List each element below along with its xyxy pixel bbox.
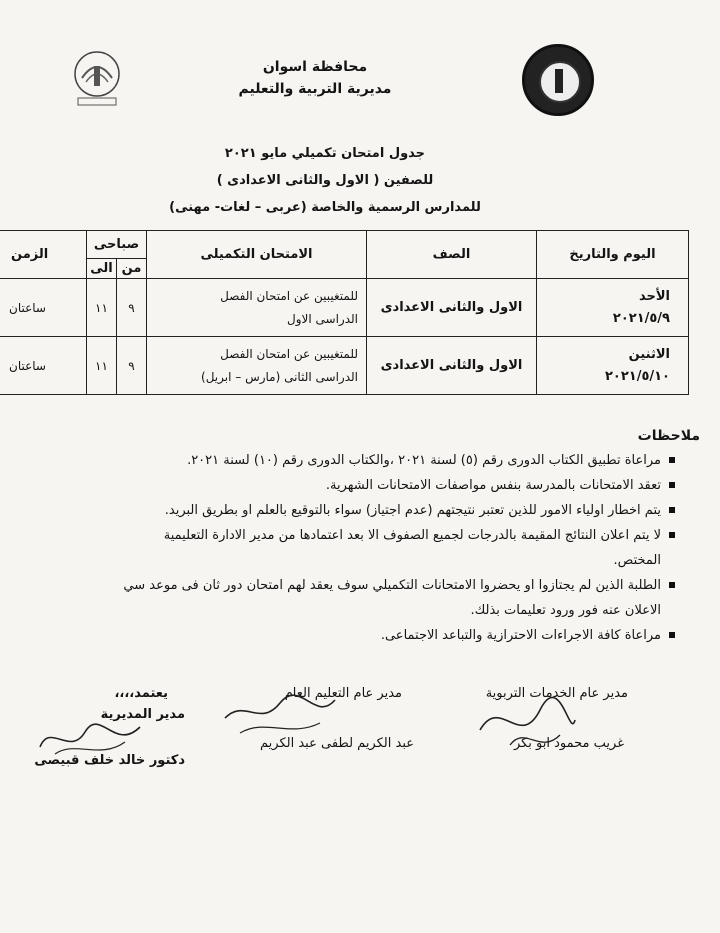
directorate-seal-icon <box>522 44 594 116</box>
list-item-continuation: المختص. <box>613 553 661 568</box>
director-name: دكتور خالد خلف قبيصى <box>34 753 185 768</box>
from-cell: ٩ <box>117 279 147 337</box>
duration-cell: ساعتان <box>0 279 87 337</box>
exam-line-2: الدراسى الثانى (مارس – ابريل) <box>201 369 358 384</box>
director-signature-icon <box>30 712 150 762</box>
day-name: الاثنين <box>628 346 670 362</box>
list-item: تعقد الامتحانات بالمدرسة بنفس مواصفات الامتحانات الشهرية. <box>0 473 675 498</box>
exam-date: ٢٠٢١/٥/١٠ <box>604 368 670 384</box>
header-grade: الصف <box>367 231 537 279</box>
from-cell: ٩ <box>117 337 147 395</box>
services-signature-icon <box>470 690 580 760</box>
title-line-1: جدول امتحان تكميلي مايو ٢٠٢١ <box>224 146 426 161</box>
approval-label: يعتمد،،،، <box>114 686 168 701</box>
title-line-2: للصفين ( الاول والثانى الاعدادى ) <box>216 173 434 188</box>
header-duration: الزمن <box>0 231 87 279</box>
list-item: مراعاة تطبيق الكتاب الدورى رقم (٥) لسنة ٢٠٢١ ،والكتاب الدورى رقم (١٠) لسنة ٢٠٢١. <box>0 448 675 473</box>
to-cell: ١١ <box>87 337 117 395</box>
day-date-cell <box>537 337 689 395</box>
education-director-title: مدير عام التعليم العام <box>284 686 402 701</box>
header-from: من <box>117 259 147 279</box>
header-title <box>230 56 400 100</box>
exam-line-1: للمتغيبين عن امتحان الفصل <box>220 288 358 303</box>
education-director-name: عبد الكريم لطفى عبد الكريم <box>260 736 414 751</box>
directorate-name: مديرية التربية والتعليم <box>238 81 392 97</box>
schedule-title <box>150 140 500 221</box>
header-morning: صباحى <box>87 231 147 259</box>
education-signature-icon <box>220 688 340 743</box>
list-item: يتم اخطار اولياء الامور للذين تعتبر نتيجتهم (عدم اجتياز) سواء بالتوقيع بالعلم او بطريق البريد. <box>0 498 675 523</box>
notes-list <box>0 448 675 648</box>
day-date-cell <box>537 279 689 337</box>
services-director-name: غريب محمود ابو بكر <box>513 736 624 751</box>
duration-cell: ساعتان <box>0 337 87 395</box>
header-exam: الامتحان التكميلى <box>147 231 367 279</box>
list-item: مراعاة كافة الاجراءات الاحترازية والتباعد الاجتماعى. <box>0 623 675 648</box>
header-to: الى <box>87 259 117 279</box>
exam-cell <box>147 337 367 395</box>
table-row <box>0 337 689 395</box>
services-director-title: مدير عام الخدمات التربوية <box>485 686 628 701</box>
exam-line-1: للمتغيبين عن امتحان الفصل <box>220 346 358 361</box>
to-cell: ١١ <box>87 279 117 337</box>
directorate-head-title: مدير المديرية <box>100 707 185 722</box>
notes-heading: ملاحظات <box>637 428 700 444</box>
exam-date: ٢٠٢١/٥/٩ <box>612 310 670 326</box>
exam-cell <box>147 279 367 337</box>
list-item: الطلبة الذين لم يجتازوا او يحضروا الامتحانات التكميلي سوف يعقد لهم امتحان دور ثان فى موعد سي <box>0 573 675 598</box>
list-item: لا يتم اعلان النتائج المقيمة بالدرجات لجميع الصفوف الا بعد اعتمادها من مدير الادارة التعليمية <box>0 523 675 548</box>
governorate-logo-icon <box>68 48 126 110</box>
list-item-continuation: الاعلان عنه فور ورود تعليمات بذلك. <box>470 603 661 618</box>
day-name: الأحد <box>638 288 670 304</box>
grade-cell: الاول والثانى الاعدادى <box>367 279 537 337</box>
exam-line-2: الدراسى الاول <box>287 311 358 326</box>
table-row <box>0 279 689 337</box>
table-header-row <box>0 231 689 259</box>
exam-schedule-table <box>0 230 689 395</box>
header-day-date: اليوم والتاريخ <box>537 231 689 279</box>
title-line-3: للمدارس الرسمية والخاصة (عربى – لغات- مهنى) <box>169 200 481 215</box>
governorate-name: محافظة اسوان <box>262 59 368 75</box>
grade-cell: الاول والثانى الاعدادى <box>367 337 537 395</box>
